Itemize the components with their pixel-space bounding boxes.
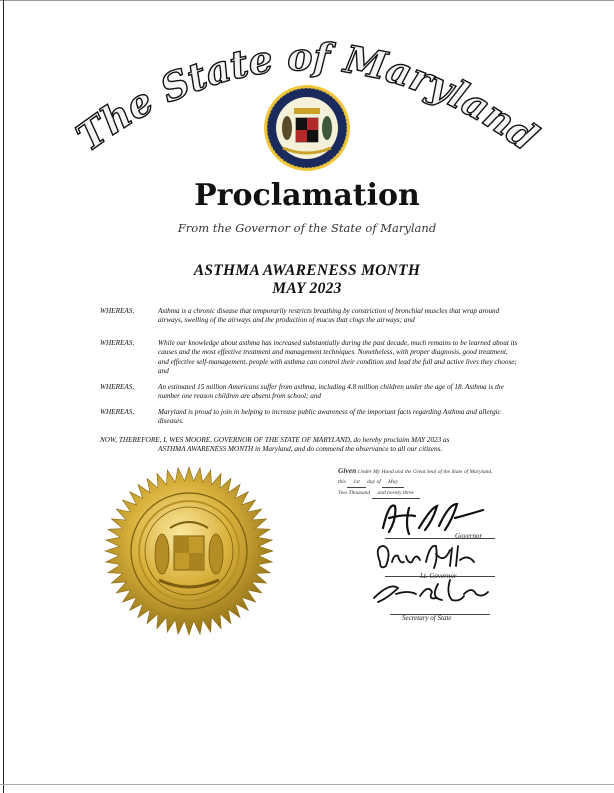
given-day-of-label: day of: [367, 479, 381, 485]
whereas-label: WHEREAS,: [100, 383, 135, 391]
document-type-title: Proclamation: [194, 178, 420, 213]
page-bottom-edge: [0, 784, 614, 785]
lt-governor-signature-icon: [370, 540, 482, 576]
secretary-of-state-label: Secretary of State: [402, 614, 452, 622]
given-under-hand-block: [338, 466, 528, 499]
given-this-label: this: [338, 479, 346, 485]
given-seal-text: Under My Hand and the Great Seal of the State of Maryland,: [357, 469, 493, 475]
whereas-text: While our knowledge about asthma has increased substantially during the past decade, much remains to be learned about its causes and the most effective treatment and management techniques. Nonetheless, with proper diagnosis, good treatment, and effective self-management, people with asthma can control their condition and lead the full and active lives they choose; and: [158, 339, 518, 376]
maryland-seal-small-icon: [264, 85, 350, 171]
whereas-text: An estimated 15 million Americans suffer from asthma, including 4.8 million children under the age of 18. Asthma is the number one reason children are absent from school; and: [158, 383, 504, 401]
lt-governor-label: Lt. Governor: [420, 572, 457, 580]
given-month-value: May: [382, 477, 404, 488]
now-therefore-line2: ASTHMA AWARENESS MONTH in Maryland, and do commend the observance to all our citizens.: [158, 445, 443, 454]
state-title-arch: The State of Maryland: [67, 33, 547, 160]
governor-label: Governor: [455, 532, 483, 540]
whereas-label: WHEREAS,: [100, 307, 135, 315]
given-prefix: Given: [338, 466, 357, 475]
proclamation-heading: [0, 0, 614, 280]
gold-embossed-seal-icon: [104, 466, 274, 636]
given-year-value: and twenty three: [372, 488, 420, 499]
given-year-label: Two Thousand: [338, 490, 371, 496]
whereas-label: WHEREAS,: [100, 339, 135, 347]
whereas-text: Maryland is proud to join in helping to increase public awareness of the important facts regarding Asthma and allergic diseases.: [158, 408, 501, 426]
whereas-label: WHEREAS,: [100, 408, 135, 416]
now-therefore-line1: NOW, THEREFORE, I, WES MOORE, GOVERNOR OF THE STATE OF MARYLAND, do hereby proclaim MAY 2023 as: [100, 436, 450, 444]
proclamation-title: ASTHMA AWARENESS MONTH: [193, 262, 421, 279]
proclamation-date: MAY 2023: [272, 280, 342, 297]
given-day-value: 1st: [347, 477, 365, 488]
governor-subtitle: From the Governor of the State of Maryland: [177, 221, 437, 235]
now-therefore-clause: [100, 436, 520, 455]
secretary-signature-icon: [368, 574, 493, 608]
whereas-text: Asthma is a chronic disease that temporarily restricts breathing by constriction of bronchial muscles that wrap around airways, swelling of the airways and the production of mucus that clogs the airways; and: [158, 307, 500, 325]
